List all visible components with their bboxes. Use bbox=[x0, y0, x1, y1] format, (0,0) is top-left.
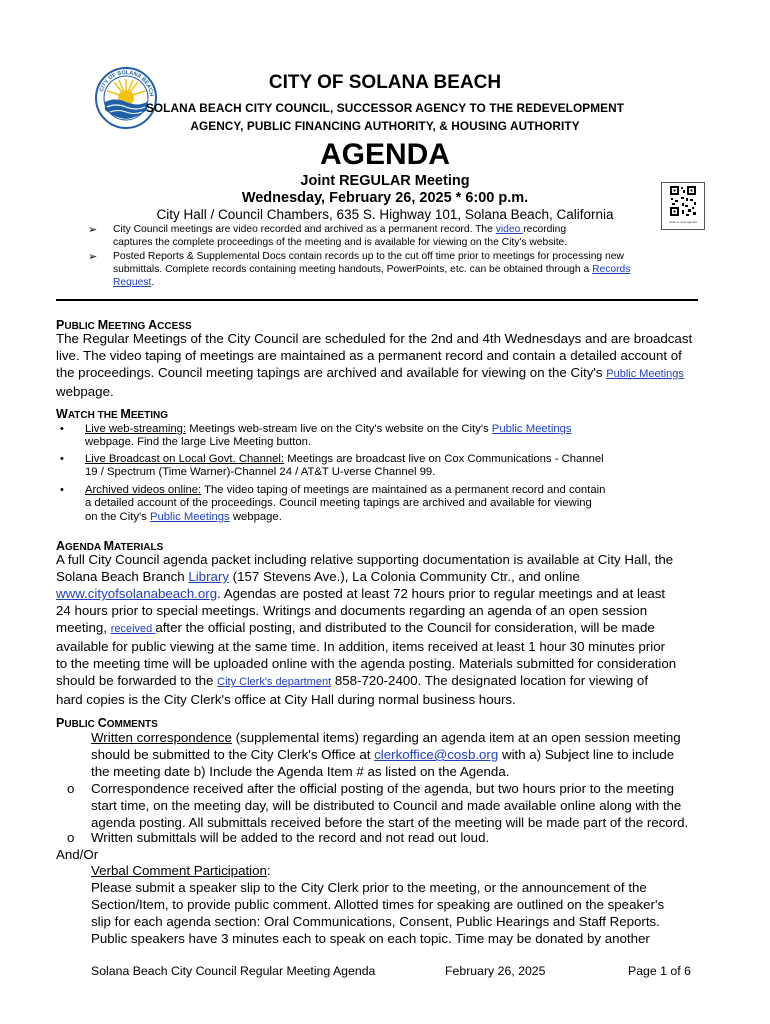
written-submittals-text: Written submittals will be added to the record and not read out loud. bbox=[91, 830, 490, 845]
arrow-bullet-icon: ➢ bbox=[88, 251, 98, 263]
section-heading-agenda-materials: AGENDA MATERIALS bbox=[56, 539, 164, 553]
bullet-dot-icon: • bbox=[60, 484, 64, 496]
note-posted-reports: Posted Reports & Supplemental Docs contain records up to the cut off time prior to meetings for processing new submittals. Complete records containing meeting handouts, PowerPoints, etc. can be obtained through a Records Request. bbox=[113, 251, 631, 288]
written-correspondence-text: Written correspondence (supplemental items) regarding an agenda item at an open session meeting should be submitted to the City Clerk's Office at clerkoffice@cosb.org with a) Subject line to include the meeting date b) Include the Agenda Item # as listed on the Agenda. bbox=[91, 730, 681, 779]
watch-item-archived-videos: Archived videos online: The video taping of meetings are maintained as a permanent record and contain a detailed account of the proceedings. Council meeting tapings are archived and available for viewing on the City's Public Meetings webpage. bbox=[85, 484, 606, 523]
header-divider bbox=[56, 299, 698, 301]
bullet-dot-icon: • bbox=[60, 453, 64, 465]
arrow-bullet-icon: ➢ bbox=[88, 224, 98, 236]
meeting-datetime: Wednesday, February 26, 2025 * 6:00 p.m. bbox=[241, 190, 529, 206]
records-request-link-cont[interactable]: Request bbox=[113, 277, 152, 288]
city-website-link[interactable]: www.cityofsolanabeach.org bbox=[56, 586, 218, 601]
section-heading-watch-the-meeting: WATCH THE MEETING bbox=[56, 407, 169, 421]
section-heading-public-comments: PUBLIC COMMENTS bbox=[56, 716, 158, 730]
city-clerk-department-link[interactable]: City Clerk's department bbox=[217, 676, 332, 688]
note-video-recording: City Council meetings are video recorded and archived as a permanent record. The video recording captures the complete proceedings of the meeting and is available for viewing on the City's website. bbox=[113, 224, 568, 248]
subtitle-line-1: SOLANA BEACH CITY COUNCIL, SUCCESSOR AGENCY TO THE REDEVELOPMENT bbox=[145, 101, 625, 115]
city-title: CITY OF SOLANA BEACH bbox=[268, 72, 502, 93]
bullet-dot-icon: • bbox=[60, 423, 64, 435]
public-meetings-link[interactable]: Public Meetings bbox=[606, 368, 684, 380]
seal-text: CITY OF SOLANA BEACH bbox=[98, 69, 155, 97]
meeting-type: Joint REGULAR Meeting bbox=[300, 173, 470, 189]
subtitle-line-2: AGENCY, PUBLIC FINANCING AUTHORITY, & HOUSING AUTHORITY bbox=[190, 119, 580, 133]
footer-page-number: Page 1 of 6 bbox=[628, 964, 691, 978]
library-link[interactable]: Library bbox=[188, 569, 229, 584]
correspondence-after-posting-text: Correspondence received after the official posting of the agenda, but two hours prior to the meeting start time, on the meeting day, will be distributed to Council and made available online along with the agenda posting. All submittals received before the start of the meeting will be made part of the record. bbox=[91, 781, 689, 830]
received-link[interactable]: received bbox=[110, 623, 156, 635]
records-request-link[interactable]: Records bbox=[592, 264, 631, 275]
public-meeting-access-text: The Regular Meetings of the City Council are scheduled for the 2nd and 4th Wednesdays and are broadcast live. The video taping of meetings are maintained as a permanent record and contain a detailed account of the proceedings. Council meeting tapings are archived and available for viewing on the City's Public Meetings webpage. bbox=[56, 331, 693, 399]
public-meetings-link[interactable]: Public Meetings bbox=[149, 510, 230, 523]
circle-bullet-icon: o bbox=[67, 830, 75, 845]
qr-caption: Scan to view agenda bbox=[669, 220, 697, 224]
watch-item-live-web-streaming: Live web-streaming: Meetings web-stream live on the City's website on the City's Public Meetings webpage. Find the large Live Meeting button. bbox=[85, 423, 572, 449]
agenda-materials-text: A full City Council agenda packet including relative supporting documentation is available at City Hall, the Solana Beach Branch Library (157 Stevens Ave.), La Colonia Community Ctr., and online www.cityofsolanabeach.org. Agendas are posted at least 72 hours prior to regular meetings and at least 24 hours prior to special meetings. Writings and documents regarding an agenda of an open session meeting, received after the official posting, and distributed to the Council for consideration, will be made available for public viewing at the same time. In addition, items received at least 1 hour 30 minutes prior to the meeting time will be uploaded online with the agenda posting. Materials submitted for consideration should be forwarded to the City Clerk's department 858-720-2400. The designated location for viewing of hard copies is the City Clerk's office at City Hall during normal business hours. bbox=[56, 552, 677, 707]
watch-item-live-broadcast: Live Broadcast on Local Govt. Channel: Meetings are broadcast live on Cox Communications - Channel 19 / Spectrum (Time Warner)-Channel 24 / AT&T U-verse Channel 99. bbox=[85, 453, 604, 479]
public-meetings-link[interactable]: Public Meetings bbox=[491, 423, 572, 435]
footer-date: February 26, 2025 bbox=[445, 964, 546, 978]
footer-doc-name: Solana Beach City Council Regular Meeting Agenda bbox=[91, 964, 376, 978]
section-heading-public-meeting-access: PUBLIC MEETING ACCESS bbox=[56, 318, 192, 332]
video-link[interactable]: video bbox=[495, 224, 524, 235]
circle-bullet-icon: o bbox=[67, 781, 75, 796]
and-or-label: And/Or bbox=[56, 847, 99, 862]
agenda-heading: AGENDA bbox=[319, 138, 450, 171]
meeting-location: City Hall / Council Chambers, 635 S. Highway 101, Solana Beach, California bbox=[156, 207, 614, 222]
clerk-email-link[interactable]: clerkoffice@cosb.org bbox=[374, 747, 499, 762]
verbal-comment-text: Verbal Comment Participation: Please submit a speaker slip to the City Clerk prior to the meeting, or the announcement of the Section/Item, to provide public comment. Allotted times for speaking are outlined on the speaker's slip for each agenda section: Oral Communications, Consent, Public Hearings and Staff Reports. Public speakers have 3 minutes each to speak on each topic. Time may be donated by another bbox=[91, 863, 665, 946]
